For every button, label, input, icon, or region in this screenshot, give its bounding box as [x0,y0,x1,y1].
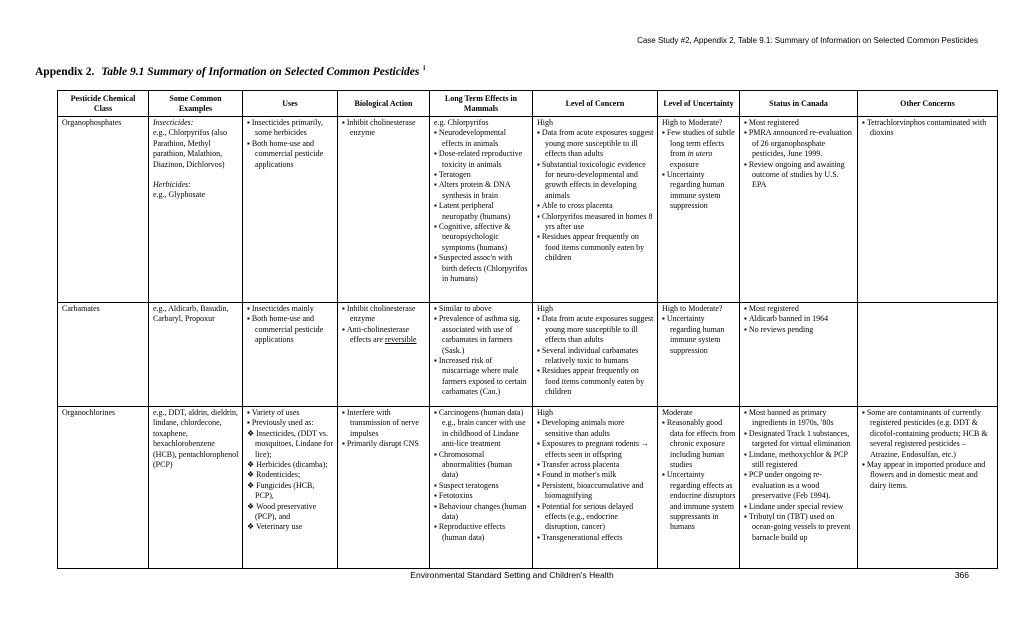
square-bullet-icon: ▪ [434,304,437,313]
square-bullet-icon: ▪ [744,408,747,417]
square-bullet-icon: ▪ [537,201,540,211]
cell-bullet-item: ▪ Suspect teratogens [434,480,499,490]
doc-title-prefix: Appendix 2. [35,65,95,78]
cell-text-line: Moderate [662,408,693,417]
table-row-organochlorines [58,407,998,569]
cell-bullet-item: ▪ Transfer across placenta [537,460,620,470]
square-bullet-icon: ▪ [537,470,540,480]
square-bullet-icon: ▪ [537,211,540,221]
column-header-5: Long Term Effects in Mammals [430,91,533,117]
cell-bullet-item: ▪ Substantial toxicologic evidence for neuro-developmental and growth effects in developing animals [537,159,646,200]
cell-bullet-item: ▪ Some are contaminants of currently registered pesticides (e.g. DDT & dicofol-containing products; HCB & several registered pesticides – Atrazine, Endosulfan, etc.) [862,408,988,459]
cell-text-line: High to Moderate? [662,304,723,313]
cell-bullet-item: ▪ Lindane, methoxychlor & PCP still registered [744,449,848,470]
square-bullet-icon: ▪ [744,159,747,169]
cell-bullet-item: ❖ Veterinary use [247,522,303,532]
square-bullet-icon: ▪ [247,304,250,313]
cell-bullet-item: ▪ PCP under ongoing re-evaluation as a wood preservative (Feb 1994). [744,470,831,501]
square-bullet-icon: ▪ [434,522,437,532]
cell-bullet-item: ▪ Inhibit cholinesterase enzyme [342,304,416,324]
cell-organophosphates-col7 [658,117,740,303]
cell-text-line: e.g., Aldicarb, Basudin, Carbaryl, Propoxur [153,304,229,324]
square-bullet-icon: ▪ [862,118,865,127]
cell-bullet-item: ❖ Insecticides, (DDT vs. mosquitoes, Lindane for lice); [247,428,333,459]
cell-bullet-item: ▪ Designated Track 1 substances, targeted for virtual elimination [744,428,851,449]
cell-bullet-item: ▪ Found in mother's milk [537,470,617,480]
cell-organophosphates-col3 [243,117,338,303]
cell-organochlorines-col6 [533,407,658,569]
cell-organophosphates-col8 [740,117,858,303]
square-bullet-icon: ▪ [862,460,865,470]
cell-bullet-item: ▪ Insecticides mainly [247,304,314,313]
square-bullet-icon: ▪ [537,439,540,449]
cell-bullet-item: ▪ Inhibit cholinesterase enzyme [342,118,416,138]
cell-text-line: Insecticides: [153,118,194,127]
cell-text-line: High [537,408,553,417]
cell-carbamates-col3 [243,303,338,407]
cell-organophosphates-col5 [430,117,533,303]
cell-bullet-item: ▪ Reproductive effects (human data) [434,522,506,542]
cell-bullet-item: ▪ Exposures to pregnant rodents → effects seen in offspring [537,439,649,459]
cell-organophosphates-col9 [858,117,998,303]
cell-text-line: e.g., Chlorpyrifos (also Parathion, Methyl parathion, Malathion, Diazinon, Dichlorvos) [153,128,227,169]
column-header-7: Level of Uncertainty [658,91,740,117]
square-bullet-icon: ▪ [247,314,250,324]
cell-bullet-item: ▪ Cognitive, affective & neuropsychologic symptoms (humans) [434,222,511,252]
cell-text-line: Carbamates [62,304,100,313]
square-bullet-icon: ▪ [342,118,345,127]
cell-bullet-item: ❖ Fungicides (HCB, PCP), [247,480,315,501]
square-bullet-icon: ▪ [434,180,437,190]
cell-text-line: e.g., DDT, aldrin, dieldrin, lindane, chlordecone, toxaphene, hexachlorobenzene (HCB), pentachlorophenol (PCP) [153,408,239,470]
column-header-1: Pesticide Chemical Class [58,91,149,117]
square-bullet-icon: ▪ [434,222,437,232]
square-bullet-icon: ▪ [537,128,540,138]
cell-organochlorines-col8 [740,407,858,569]
square-bullet-icon: ▪ [434,501,437,511]
table-row-carbamates [58,303,998,407]
pesticides-summary-table [57,90,998,569]
square-bullet-icon: ▪ [247,408,250,417]
square-bullet-icon: ▪ [537,314,540,324]
diamond-bullet-icon: ❖ [247,501,255,511]
square-bullet-icon: ▪ [744,501,747,511]
cell-bullet-item: ▪ Chlorpyrifos measured in homes 8 yrs after use [537,211,653,232]
column-header-6: Level of Concern [533,91,658,117]
cell-organochlorines-col9 [858,407,998,569]
diamond-bullet-icon: ❖ [247,470,255,480]
cell-bullet-item: ▪ Lindane under special review [744,501,844,511]
cell-organophosphates-col6 [533,117,658,303]
cell-bullet-item: ▪ Interfere with transmission of nerve impulses [342,408,419,438]
footer-document-title: Environmental Standard Setting and Children's Health [410,570,614,580]
cell-bullet-item: ▪ Potential for serious delayed effects (e.g., endocrine disruption, cancer) [537,501,634,532]
cell-bullet-item: ▪ Primarily disrupt CNS [342,439,419,449]
cell-bullet-item: ▪ Neurodevelopmental effects in animals [434,128,506,148]
square-bullet-icon: ▪ [537,460,540,470]
square-bullet-icon: ▪ [537,501,540,511]
square-bullet-icon: ▪ [744,449,747,459]
page-footer [0,570,1024,582]
square-bullet-icon: ▪ [434,128,437,138]
cell-bullet-item: ▪ Previously used as: [247,418,314,428]
cell-bullet-item: ▪ Carcinogens (human data) e.g., brain cancer with use in childhood of Lindane anti-lice treatment [434,408,526,449]
cell-carbamates-col9 [858,303,998,407]
square-bullet-icon: ▪ [744,314,747,324]
square-bullet-icon: ▪ [744,470,747,480]
cell-bullet-item: ▪ Uncertainty regarding human immune system suppression [662,170,725,211]
square-bullet-icon: ▪ [537,159,540,169]
cell-bullet-item: ❖ Rodenticides; [247,470,301,480]
cell-carbamates-col8 [740,303,858,407]
cell-carbamates-col2 [149,303,243,407]
footer-page-number: 366 [954,570,969,580]
cell-bullet-item: ▪ Most banned as primary ingredients in 1970s, '80s [744,408,834,428]
cell-carbamates-col1 [58,303,149,407]
cell-organophosphates-col1 [58,117,149,303]
cell-bullet-item: ▪ Few studies of subtle long term effects from in utero exposure [662,128,735,169]
square-bullet-icon: ▪ [434,491,437,501]
cell-bullet-item: ▪ PMRA announced re-evaluation of 26 organophosphate pesticides, June 1999. [744,128,852,159]
cell-bullet-item: ▪ Variety of uses [247,408,300,417]
square-bullet-icon: ▪ [744,428,747,438]
square-bullet-icon: ▪ [434,480,437,490]
doc-title-main: Table 9.1 Summary of Information on Selected Common Pesticides [101,65,420,78]
square-bullet-icon: ▪ [744,304,747,313]
cell-bullet-item: ▪ Prevalence of asthma sig. associated with use of carbamates in farmers (Sask.) [434,314,521,355]
square-bullet-icon: ▪ [434,253,437,263]
diamond-bullet-icon: ❖ [247,460,255,470]
column-header-4: Biological Action [338,91,430,117]
square-bullet-icon: ▪ [662,418,665,428]
cell-text-line: High [537,118,553,127]
cell-organophosphates-col4 [338,117,430,303]
cell-bullet-item: ▪ Data from acute exposures suggest young more susceptible to ill effects than adults [537,128,654,159]
square-bullet-icon: ▪ [662,470,665,480]
square-bullet-icon: ▪ [342,304,345,313]
cell-bullet-item: ▪ Persistent, bioaccumulative and biomagnifying [537,480,644,501]
cell-text-line: Herbicides: [153,180,191,190]
cell-bullet-item: ▪ Both home-use and commercial pesticide applications [247,314,324,345]
square-bullet-icon: ▪ [434,149,437,159]
square-bullet-icon: ▪ [744,324,747,334]
cell-bullet-item: ▪ Several individual carbamates relatively toxic to humans [537,345,639,366]
square-bullet-icon: ▪ [434,449,437,459]
cell-text-line: Organochlorines [62,408,116,417]
square-bullet-icon: ▪ [744,128,747,138]
square-bullet-icon: ▪ [434,201,437,211]
square-bullet-icon: ▪ [862,408,865,417]
table-row-organophosphates [58,117,998,303]
cell-bullet-item: ▪ Similar to above [434,304,492,313]
cell-bullet-item: ▪ Chromosomal abnormalities (human data) [434,449,512,480]
cell-bullet-item: ▪ Aldicarb banned in 1964 [744,314,829,324]
square-bullet-icon: ▪ [662,128,665,138]
cell-organochlorines-col2 [149,407,243,569]
cell-bullet-item: ▪ Latent peripheral neuropathy (humans) [434,201,511,221]
cell-text-line: High to Moderate? [662,118,723,127]
square-bullet-icon: ▪ [434,170,437,180]
cell-carbamates-col6 [533,303,658,407]
cell-organochlorines-col5 [430,407,533,569]
column-header-9: Other Concerns [858,91,998,117]
running-header: Case Study #2, Appendix 2, Table 9.1: Summary of Information on Selected Common Pesticides [637,36,978,45]
square-bullet-icon: ▪ [744,118,747,127]
square-bullet-icon: ▪ [537,345,540,355]
cell-bullet-item: ▪ Uncertainty regarding human immune system suppression [662,314,725,355]
cell-bullet-item: ▪ Data from acute exposures suggest young more susceptible to ill effects than adults [537,314,654,345]
cell-text-line: e.g., Glyphosate [153,190,205,200]
doc-title [35,64,425,78]
cell-bullet-item: ▪ Developing animals more sensitive than adults [537,418,625,438]
square-bullet-icon: ▪ [744,512,747,522]
cell-organochlorines-col4 [338,407,430,569]
cell-bullet-item: ▪ Uncertainty regarding effects as endocrine disruptors and immune system suppressants in humans [662,470,736,532]
cell-bullet-item: ▪ Review ongoing and awaiting outcome of studies by U.S. EPA [744,159,845,190]
cell-bullet-item: ▪ Able to cross placenta [537,201,613,211]
diamond-bullet-icon: ❖ [247,522,255,532]
cell-carbamates-col7 [658,303,740,407]
square-bullet-icon: ▪ [342,439,345,449]
cell-bullet-item: ▪ Residues appear frequently on food items commonly eaten by children [537,232,645,263]
cell-bullet-item: ▪ Suspected assoc'n with birth defects (Chlorpyrifos in humans) [434,253,528,284]
square-bullet-icon: ▪ [537,532,540,542]
square-bullet-icon: ▪ [342,408,345,417]
square-bullet-icon: ▪ [247,138,250,148]
square-bullet-icon: ▪ [537,366,540,376]
column-header-2: Some Common Examples [149,91,243,117]
cell-text-line: Organophosphates [62,118,122,127]
cell-bullet-item: ▪ Both home-use and commercial pesticide applications [247,138,324,169]
cell-bullet-item: ▪ Tributyl tin (TBT) used on ocean-going vessels to prevent barnacle build up [744,512,851,542]
cell-bullet-item: ▪ Alters protein & DNA synthesis in brain [434,180,511,200]
doc-title-footnote-marker: i [423,64,426,72]
square-bullet-icon: ▪ [434,408,437,417]
cell-bullet-item: ▪ Reasonably good data for effects from chronic exposure including human studies [662,418,736,470]
cell-bullet-item: ▪ May appear in imported produce and flowers and in domestic meat and dairy items. [862,460,986,490]
cell-bullet-item: ▪ Most registered [744,118,799,127]
cell-text-line: e.g. Chlorpyrifos [434,118,489,127]
diamond-bullet-icon: ❖ [247,428,255,438]
square-bullet-icon: ▪ [662,314,665,324]
cell-bullet-item: ▪ Increased risk of miscarriage where male farmers exposed to certain carbamates (Can.) [434,356,527,397]
cell-carbamates-col4 [338,303,430,407]
square-bullet-icon: ▪ [247,418,250,428]
square-bullet-icon: ▪ [537,418,540,428]
cell-organophosphates-col2 [149,117,243,303]
cell-bullet-item: ▪ Anti-cholinesterase effects are reversible [342,324,417,345]
cell-bullet-item: ▪ Insecticides primarily, some herbicides [247,118,323,138]
diamond-bullet-icon: ❖ [247,480,255,490]
square-bullet-icon: ▪ [434,314,437,324]
cell-bullet-item: ▪ Residues appear frequently on food items commonly eaten by children [537,366,645,397]
cell-bullet-item: ▪ Transgenerational effects [537,532,623,542]
cell-text-line: High [537,304,553,313]
cell-spacer [153,170,239,180]
cell-bullet-item: ▪ Teratogen [434,170,471,180]
cell-bullet-item: ❖ Wood preservative (PCP), and [247,501,317,522]
cell-organochlorines-col7 [658,407,740,569]
square-bullet-icon: ▪ [537,480,540,490]
square-bullet-icon: ▪ [342,324,345,334]
column-header-8: Status in Canada [740,91,858,117]
cell-bullet-item: ▪ No reviews pending [744,324,814,334]
cell-bullet-item: ▪ Fetotoxins [434,491,473,501]
cell-bullet-item: ▪ Behaviour changes (human data) [434,501,527,522]
cell-bullet-item: ▪ Dose-related reproductive toxicity in animals [434,149,523,169]
cell-bullet-item: ❖ Herbicides (dicamba); [247,460,328,470]
square-bullet-icon: ▪ [662,170,665,180]
cell-organochlorines-col1 [58,407,149,569]
cell-bullet-item: ▪ Most registered [744,304,799,313]
square-bullet-icon: ▪ [434,356,437,366]
square-bullet-icon: ▪ [247,118,250,127]
cell-carbamates-col5 [430,303,533,407]
cell-organochlorines-col3 [243,407,338,569]
column-header-3: Uses [243,91,338,117]
cell-bullet-item: ▪ Tetrachlorvinphos contaminated with dioxins [862,118,987,138]
square-bullet-icon: ▪ [537,232,540,242]
